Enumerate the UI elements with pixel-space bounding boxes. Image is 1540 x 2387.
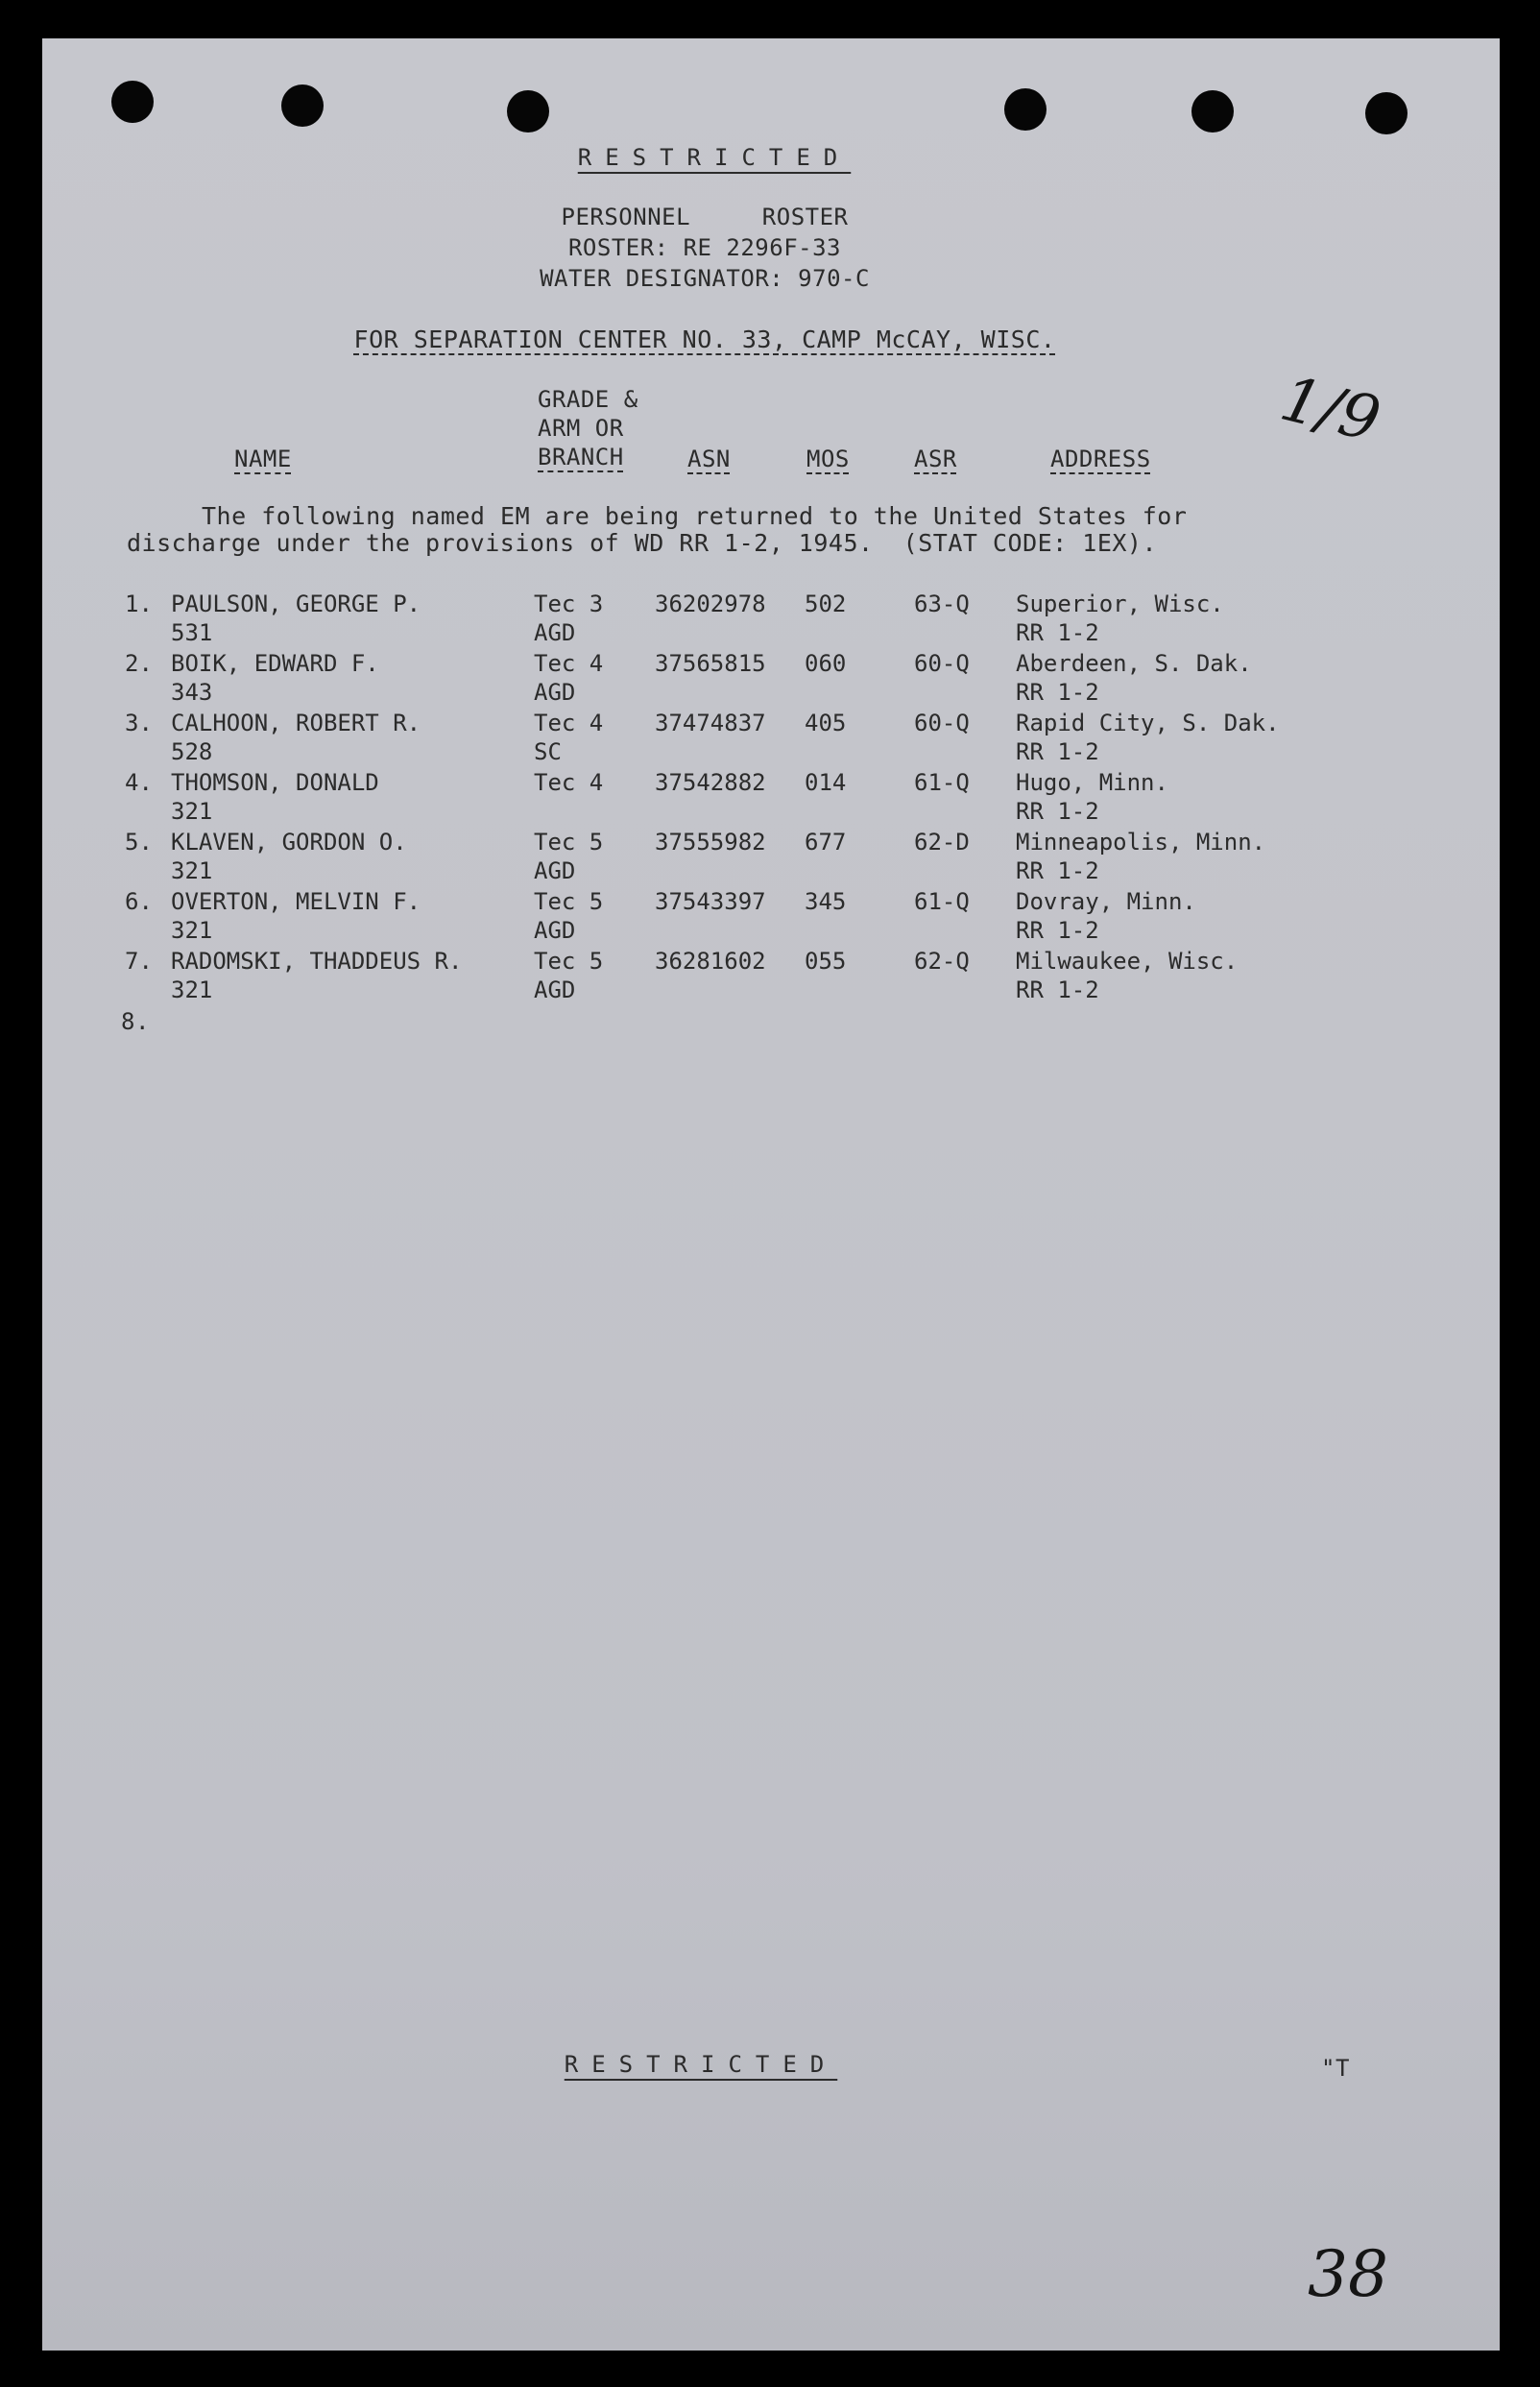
punch-hole (1191, 90, 1234, 133)
separation-center-title: FOR SEPARATION CENTER NO. 33, CAMP McCAY, WISC. (353, 326, 1056, 353)
row-rr: RR 1-2 (1016, 619, 1099, 646)
row-number: 7. (125, 948, 153, 975)
row-mos: 060 (805, 650, 847, 677)
footer-mark: "T (1321, 2055, 1350, 2082)
row-address: Rapid City, S. Dak. (1016, 710, 1280, 736)
column-header-name: NAME (234, 446, 292, 472)
column-header-grade-line1: GRADE & (538, 386, 638, 413)
row-mos: 677 (805, 829, 847, 856)
row-code: 531 (171, 619, 213, 646)
row-address: Minneapolis, Minn. (1016, 829, 1266, 856)
row-grade: Tec 5 (534, 888, 604, 915)
row-rr: RR 1-2 (1016, 976, 1099, 1003)
row-branch: AGD (534, 917, 576, 944)
roster-row (42, 887, 1500, 947)
row-asr: 62-Q (914, 948, 970, 975)
row-grade: Tec 3 (534, 591, 604, 617)
roster-row (42, 709, 1500, 768)
row-number: 2. (125, 650, 153, 677)
row-address: Dovray, Minn. (1016, 888, 1196, 915)
punch-hole (281, 84, 324, 127)
row-address: Aberdeen, S. Dak. (1016, 650, 1252, 677)
document-page (42, 38, 1500, 2351)
row-name: BOIK, EDWARD F. (171, 650, 379, 677)
row-name: OVERTON, MELVIN F. (171, 888, 421, 915)
row-rr: RR 1-2 (1016, 857, 1099, 884)
row-mos: 345 (805, 888, 847, 915)
header-personnel-roster: PERSONNEL ROSTER (561, 204, 849, 230)
intro-line-1: The following named EM are being returned to the United States for (202, 502, 1188, 530)
restricted-footer: RESTRICTED (564, 2051, 838, 2078)
column-header-mos: MOS (806, 446, 850, 472)
roster-row (42, 947, 1500, 1006)
intro-line-2: discharge under the provisions of WD RR 1-2, 1945. (STAT CODE: 1EX). (127, 529, 1158, 557)
row-asn: 37543397 (655, 888, 766, 915)
row-number: 4. (125, 769, 153, 796)
row-rr: RR 1-2 (1016, 679, 1099, 706)
row-name: KLAVEN, GORDON O. (171, 829, 407, 856)
roster-row (42, 590, 1500, 649)
row-number: 3. (125, 710, 153, 736)
row-rr: RR 1-2 (1016, 917, 1099, 944)
roster-row (42, 649, 1500, 709)
row-code: 321 (171, 917, 213, 944)
row-asr: 61-Q (914, 888, 970, 915)
row-asn: 37565815 (655, 650, 766, 677)
row-name: PAULSON, GEORGE P. (171, 591, 421, 617)
row-asr: 63-Q (914, 591, 970, 617)
restricted-header: RESTRICTED (577, 144, 852, 171)
handwritten-page-number: 1/9 (1273, 363, 1387, 457)
row-asr: 62-D (914, 829, 970, 856)
punch-hole (1365, 92, 1408, 134)
column-header-asr: ASR (914, 446, 957, 472)
row-asr: 60-Q (914, 710, 970, 736)
row-asn: 36202978 (655, 591, 766, 617)
row-grade: Tec 5 (534, 948, 604, 975)
row-code: 343 (171, 679, 213, 706)
row-mos: 405 (805, 710, 847, 736)
column-header-address: ADDRESS (1050, 446, 1151, 472)
column-header-asn: ASN (687, 446, 731, 472)
row-name: CALHOON, ROBERT R. (171, 710, 421, 736)
roster-row (42, 828, 1500, 887)
trailing-row-number: 8. (121, 1008, 150, 1035)
row-branch: SC (534, 738, 562, 765)
row-branch: AGD (534, 857, 576, 884)
row-number: 5. (125, 829, 153, 856)
row-code: 321 (171, 798, 213, 825)
row-asn: 37555982 (655, 829, 766, 856)
column-header-grade-line3: BRANCH (538, 444, 624, 470)
row-asr: 60-Q (914, 650, 970, 677)
row-asn: 36281602 (655, 948, 766, 975)
punch-hole (507, 90, 549, 133)
handwritten-folio-number: 38 (1308, 2237, 1388, 2311)
row-mos: 014 (805, 769, 847, 796)
row-address: Superior, Wisc. (1016, 591, 1224, 617)
row-rr: RR 1-2 (1016, 738, 1099, 765)
punch-hole (111, 81, 154, 123)
row-mos: 502 (805, 591, 847, 617)
row-address: Milwaukee, Wisc. (1016, 948, 1239, 975)
row-branch: AGD (534, 976, 576, 1003)
row-address: Hugo, Minn. (1016, 769, 1168, 796)
row-number: 1. (125, 591, 153, 617)
row-asn: 37474837 (655, 710, 766, 736)
row-asr: 61-Q (914, 769, 970, 796)
row-grade: Tec 5 (534, 829, 604, 856)
column-header-grade-line2: ARM OR (538, 415, 624, 442)
roster-row (42, 768, 1500, 828)
row-name: THOMSON, DONALD (171, 769, 379, 796)
row-code: 321 (171, 857, 213, 884)
row-mos: 055 (805, 948, 847, 975)
row-grade: Tec 4 (534, 650, 604, 677)
row-code: 528 (171, 738, 213, 765)
row-asn: 37542882 (655, 769, 766, 796)
row-grade: Tec 4 (534, 710, 604, 736)
row-number: 6. (125, 888, 153, 915)
row-branch: AGD (534, 619, 576, 646)
row-rr: RR 1-2 (1016, 798, 1099, 825)
row-code: 321 (171, 976, 213, 1003)
row-branch: AGD (534, 679, 576, 706)
row-name: RADOMSKI, THADDEUS R. (171, 948, 463, 975)
header-roster-number: ROSTER: RE 2296F-33 (567, 234, 842, 261)
row-grade: Tec 4 (534, 769, 604, 796)
header-water-designator: WATER DESIGNATOR: 970-C (540, 265, 870, 292)
punch-hole (1004, 88, 1047, 131)
